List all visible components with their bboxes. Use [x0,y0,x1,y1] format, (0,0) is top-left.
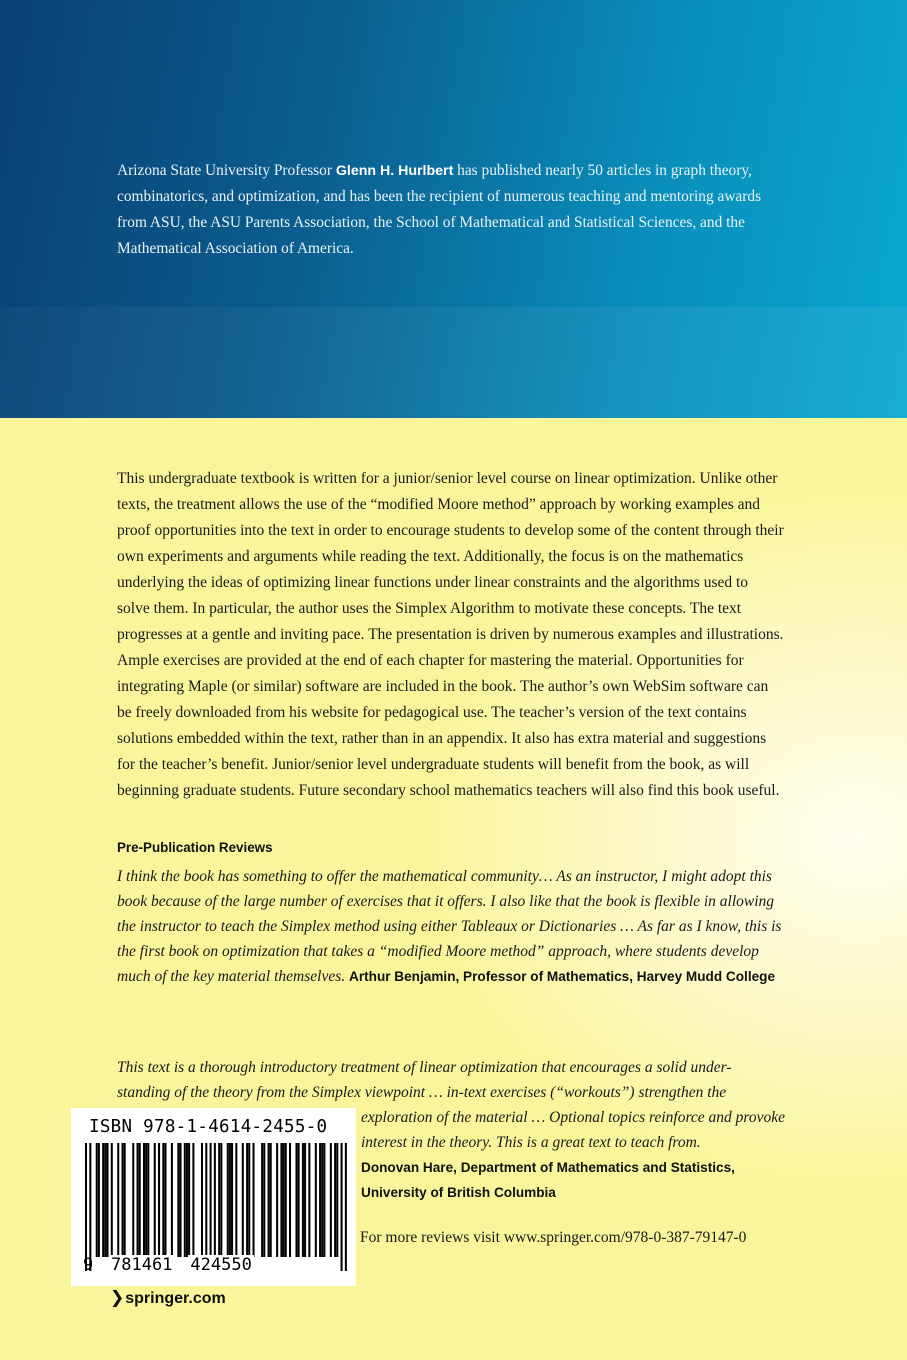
barcode-bar [235,1143,237,1257]
barcode-bar [147,1143,149,1257]
chevron-right-icon: ❯ [110,1288,125,1307]
barcode-bar [124,1143,126,1257]
barcode-bar [96,1143,98,1257]
band-seam [0,307,907,418]
barcode-bar [308,1143,310,1257]
reviews-heading: Pre-Publication Reviews [117,840,273,855]
barcode-bar [162,1143,164,1257]
barcode-bar [246,1143,248,1257]
barcode-bar [102,1143,104,1257]
author-bio-suffix: has published nearly 50 articles in graph theory, combinatorics, and optimization, and has been the recipient of numerous teaching and mentoring awards from ASU, the ASU Parents Association, the School of Mathematical and Statistical Sciences, and the Mathematical Association of America. [117,162,762,257]
barcode-bar [253,1143,255,1257]
barcode-bar [283,1143,285,1257]
reviewer-credit: Donovan Hare, Department of Mathematics and Statistics, University of British Columbia [361,1160,735,1200]
book-description: This undergraduate textbook is written for a junior/senior level course on linear optimization. Unlike other texts, the treatment allows the use of the “modified Moore method” approach by working examples and proof opportunities into the text in order to encourage students to develop some of the content through their own experiments and arguments while reading the text. Additionally, the focus is on the mathematics underlying the ideas of optimizing linear functions under linear constraints and the algorithms used to solve them. In particular, the author uses the Simplex Algorithm to motivate these concepts. The text progresses at a gentle and inviting pace. The presentation is driven by numerous examples and illustrations. Ample exercises are provided at the end of each chapter for mastering the material. Opportunities for integrating Maple (or similar) software are included in the book. The author’s own WebSim software can be freely downloaded from his website for pedagogical use. The teacher’s version of the text contains solutions embedded within the text, rather than in an appendix. It also has extra material and suggestions for the teacher’s benefit. Junior/senior level undergraduate students will benefit from the book, as will beginning graduate students. Future secondary school mathematics teachers will also find this book useful. [117,470,784,799]
barcode-bar [98,1143,100,1257]
barcode-bar [111,1143,113,1257]
barcode-bar [341,1143,343,1271]
more-reviews-link: For more reviews visit www.springer.com/978-0-387-79147-0 [360,1229,747,1246]
reviewer-credit: Arthur Benjamin, Professor of Mathematics, Harvey Mudd College [349,969,776,984]
barcode-bar [132,1143,134,1257]
review-benjamin [117,864,784,989]
review-quote: I think the book has something to offer the mathematical community… As an instructor, I might adopt this book because of the large number of exercises that it offers. I also like that the book is flexible in allowing the instructor to teach the Simplex method using either Tableaux or Dictionaries … As far as I know, this is the first book on optimization that takes a “modified Moore method” approach, where students develop much of the key material themselves. [117,868,782,985]
barcode-bar [143,1143,145,1257]
barcode-bar [345,1143,347,1271]
barcode-bar [179,1143,181,1257]
barcode-bars [85,1143,347,1271]
author-name: Glenn H. Hurlbert [335,163,454,179]
barcode-bar [201,1143,203,1257]
barcode-bar [302,1143,304,1257]
ean-first-digit: 9 [83,1255,94,1275]
barcode-bar [229,1143,231,1257]
barcode-bar [321,1143,323,1257]
review-hare-part2 [361,1105,791,1205]
barcode-bar [89,1143,91,1271]
barcode-bar [315,1143,317,1257]
barcode-bar [248,1143,250,1257]
barcode-bar [145,1143,147,1257]
publisher-label: springer.com [125,1290,226,1307]
barcode-bar [186,1143,188,1257]
barcode-bar [137,1143,139,1257]
ean-digits [83,1255,254,1275]
barcode-bar [330,1143,332,1257]
barcode-bar [319,1143,321,1257]
barcode-bar [214,1143,216,1271]
barcode-bar [242,1143,244,1257]
barcode-box [71,1108,356,1286]
barcode-bar [263,1143,265,1257]
barcode-bar [122,1143,124,1257]
barcode-bar [336,1143,338,1257]
barcode-bar [139,1143,141,1257]
barcode-bar [323,1143,325,1257]
ean-group-2: 424550 [190,1255,252,1275]
barcode-bar [192,1143,194,1257]
barcode-bar [85,1143,87,1271]
barcode-bar [261,1143,263,1257]
barcode-bar [158,1143,160,1257]
barcode-bar [177,1143,179,1257]
barcode-bar [285,1143,287,1257]
barcode-bar [268,1143,270,1257]
review-hare-part1: This text is a thorough introductory treatment of linear optimization that encourages a solid under-standing of the theory from the Simplex viewpoint … in-text exercises (“workouts”) strengthen the [117,1059,732,1101]
barcode-bar [334,1143,336,1257]
barcode-bar [184,1143,186,1257]
barcode-bar [210,1143,212,1257]
barcode-bar [304,1143,306,1257]
barcode-bar [220,1143,222,1271]
barcode-bar [218,1143,220,1271]
barcode-bar [270,1143,272,1257]
barcode-bar [171,1143,173,1257]
barcode-bar [106,1143,108,1257]
barcode-bar [104,1143,106,1257]
barcode-bar [188,1143,190,1257]
author-bio [117,158,767,262]
barcode-bar [117,1143,119,1257]
barcode-bar [276,1143,278,1257]
barcode-bar [295,1143,297,1257]
ean-group-1: 781461 [111,1255,173,1275]
barcode-bar [298,1143,300,1257]
barcode-bar [227,1143,229,1257]
publisher-url [110,1288,226,1308]
barcode-bar [289,1143,291,1257]
author-bio-prefix: Arizona State University Professor [117,162,336,179]
barcode-bar [231,1143,233,1257]
barcode-bar [154,1143,156,1257]
barcode-bar [280,1143,282,1257]
review-quote: exploration of the material … Optional topics reinforce and provoke interest in the theory. This is a great text to teach from. [361,1109,786,1151]
isbn-label: ISBN 978-1-4614-2455-0 [89,1117,328,1137]
barcode-bar [205,1143,207,1257]
barcode-bar [164,1143,166,1257]
